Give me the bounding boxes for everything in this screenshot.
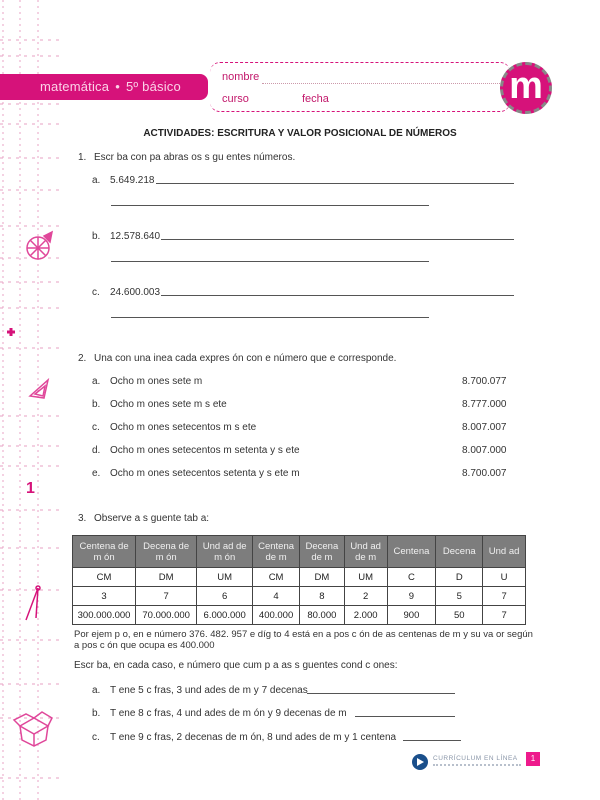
bullet-separator: • <box>115 79 120 94</box>
expression-text: Ocho m ones sete m s ete <box>110 399 227 410</box>
name-label: nombre <box>222 71 260 83</box>
publisher-logo <box>412 752 522 774</box>
q2-item-a: a. Ocho m ones sete m <box>92 376 203 387</box>
pie-chart-icon <box>27 232 52 259</box>
table-header-row <box>73 536 526 568</box>
question-3: 3. Observe a s guente tab a: <box>78 513 210 524</box>
table-row: 300.000.000 70.000.000 6.000.000 400.000 80.000 2.000 900 50 7 <box>73 606 526 625</box>
answer-line[interactable] <box>111 205 429 206</box>
margin-decoration <box>0 0 60 800</box>
answer-line[interactable] <box>307 693 455 694</box>
subject-band <box>0 74 208 100</box>
question-prompt: Observe a s guente tab a: <box>94 513 210 524</box>
math-logo: m <box>500 62 552 114</box>
compass-icon <box>26 586 40 620</box>
expression-text: Ocho m ones setecentos m s ete <box>110 422 257 433</box>
answer-line[interactable] <box>403 740 461 741</box>
question-2: 2. Una con una inea cada expres ón con e número que e corresponde. <box>78 353 397 364</box>
number-one-icon: 1 <box>26 480 35 497</box>
q1-item-c: c. 24.600.003 <box>92 287 161 298</box>
condition-text: T ene 5 c fras, 3 und ades de m y 7 decenas <box>110 685 308 696</box>
table-row: CM DM UM CM DM UM C D U <box>73 568 526 587</box>
number-value: 5.649.218 <box>110 175 155 186</box>
match-number: 8.007.007 <box>462 422 507 433</box>
expression-text: Ocho m ones setecentos m setenta y s ete <box>110 445 300 456</box>
column-header: Und ad de m <box>344 536 387 568</box>
answer-line[interactable] <box>161 295 514 296</box>
course-label: curso <box>222 93 249 105</box>
column-header: Centena de m <box>253 536 300 568</box>
condition-text: T ene 9 c fras, 2 decenas de m ón, 8 und ades de m y 1 centena <box>110 732 397 743</box>
place-value-table <box>72 535 526 625</box>
subject-label: matemática <box>40 79 110 94</box>
match-number: 8.777.000 <box>462 399 507 410</box>
column-header: Decena de m ón <box>136 536 197 568</box>
q1-item-a: a. 5.649.218 <box>92 175 155 186</box>
name-field[interactable] <box>262 83 502 84</box>
match-number: 8.700.007 <box>462 468 507 479</box>
page-title: ACTIVIDADES: ESCRITURA Y VALOR POSICIONAL DE NÚMEROS <box>143 128 457 139</box>
expression-text: Ocho m ones sete m <box>110 376 203 387</box>
q2-item-b: b. Ocho m ones sete m s ete <box>92 399 227 410</box>
answer-line[interactable] <box>111 261 429 262</box>
q2-item-d: d. Ocho m ones setecentos m setenta y s ete <box>92 445 300 456</box>
q3-item-c: c. T ene 9 c fras, 2 decenas de m ón, 8 und ades de m y 1 centena <box>92 732 397 743</box>
column-header: Und ad de m ón <box>197 536 253 568</box>
q3-item-a: a. T ene 5 c fras, 3 und ades de m y 7 decenas <box>92 685 308 696</box>
expression-text: Ocho m ones setecentos setenta y s ete m <box>110 468 300 479</box>
table-row: 3 7 6 4 8 2 9 5 7 <box>73 587 526 606</box>
plus-icon <box>7 328 15 336</box>
play-icon <box>412 754 428 770</box>
answer-line[interactable] <box>111 317 429 318</box>
number-value: 12.578.640 <box>110 231 161 242</box>
column-header: Centena <box>387 536 436 568</box>
answer-line[interactable] <box>355 716 455 717</box>
question-1 <box>78 152 295 163</box>
column-header: Decena <box>436 536 483 568</box>
question-prompt: Escr ba con pa abras os s gu entes números. <box>94 152 296 163</box>
column-header: Und ad <box>483 536 526 568</box>
column-header: Centena de m ón <box>73 536 136 568</box>
column-header: Decena de m <box>299 536 344 568</box>
instruction: Escr ba, en cada caso, e número que cum p a as s guentes cond c ones: <box>74 660 398 671</box>
date-label: fecha <box>302 93 329 105</box>
example-note: Por ejem p o, en e número 376. 482. 957 e díg to 4 está en a pos c ón de as centenas de m y su va or según a pos c ón que ocupa es 400.000 <box>74 629 533 651</box>
box-icon <box>14 712 52 746</box>
student-info-box <box>210 62 510 112</box>
q3-item-b: b. T ene 8 c fras, 4 und ades de m ón y 9 decenas de m <box>92 708 347 719</box>
match-number: 8.700.077 <box>462 376 507 387</box>
q1-item-b: b. 12.578.640 <box>92 231 161 242</box>
triangle-ruler-icon <box>30 380 48 398</box>
question-prompt: Una con una inea cada expres ón con e número que e corresponde. <box>94 353 397 364</box>
number-value: 24.600.003 <box>110 287 161 298</box>
condition-text: T ene 8 c fras, 4 und ades de m ón y 9 decenas de m <box>110 708 347 719</box>
q2-item-c: c. Ocho m ones setecentos m s ete <box>92 422 257 433</box>
match-number: 8.007.000 <box>462 445 507 456</box>
page-number: 1 <box>526 752 540 766</box>
publisher-name: CURRÍCULUM EN LÍNEA <box>433 755 518 762</box>
answer-line[interactable] <box>161 239 514 240</box>
q2-item-e: e. Ocho m ones setecentos setenta y s ete m <box>92 468 300 479</box>
answer-line[interactable] <box>156 183 514 184</box>
question-number: 1. <box>78 152 87 163</box>
grade-label: 5º básico <box>125 79 181 94</box>
